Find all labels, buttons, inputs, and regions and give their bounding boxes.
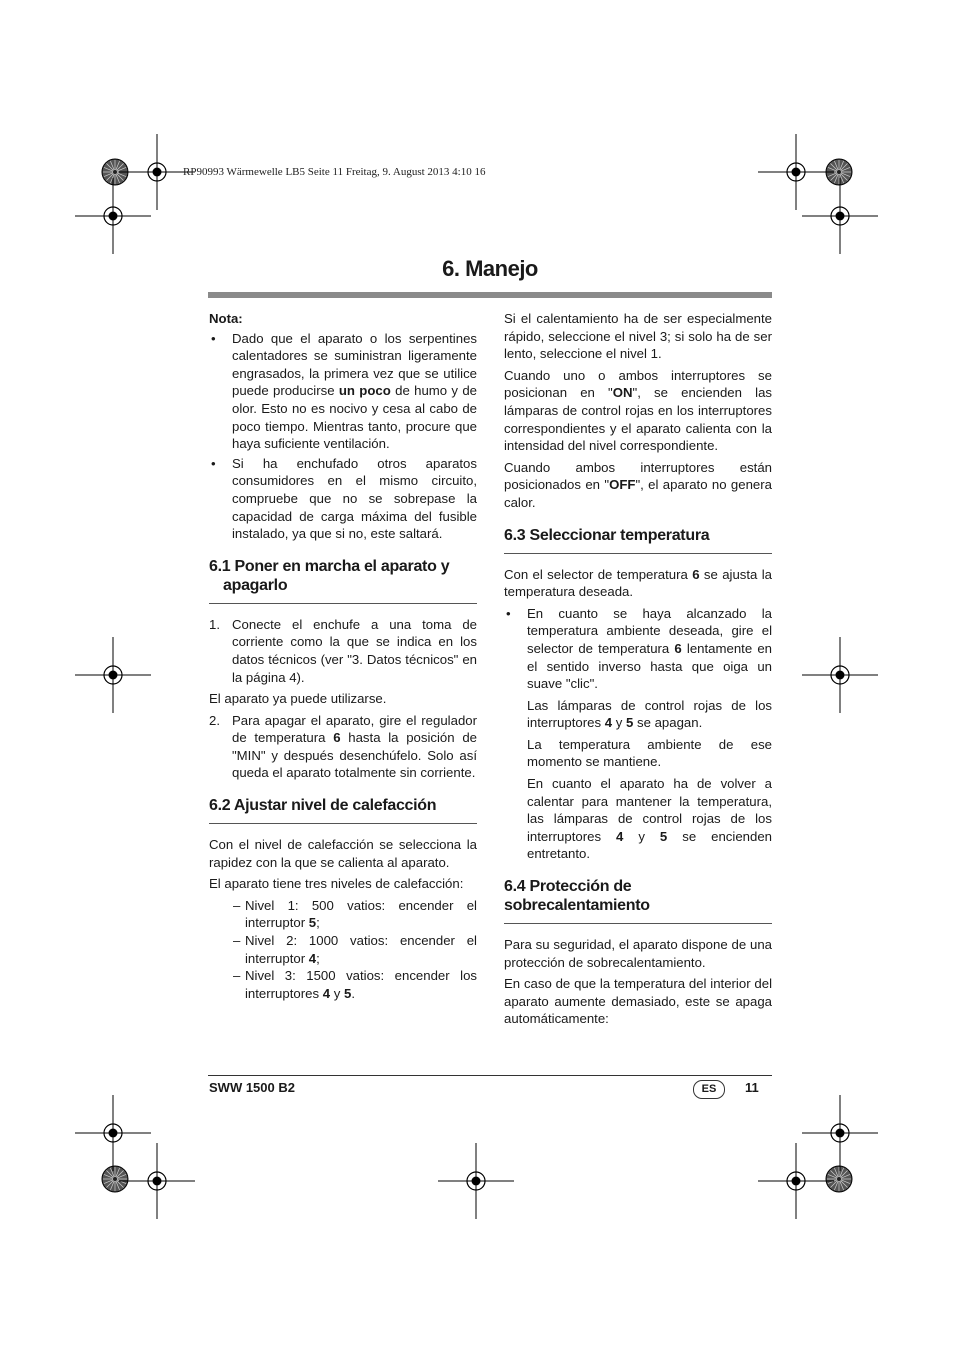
step-item: 2. Para apagar el aparato, gire el regulador de temperatura 6 hasta la posición de "MIN" y después desenchúfelo. Solo así queda el aparato totalmente sin corriente. (209, 712, 477, 781)
section-6-4-heading: 6.4 Protección de sobrecalentamiento (504, 877, 772, 924)
paragraph: Cuando ambos interruptores están posicionados en "OFF", el aparato no genera calor. (504, 459, 772, 510)
right-column (504, 310, 772, 1032)
step-item: 1. Conecte el enchufe a una toma de corriente como la que se indica en los datos técnicos (ver "3. Datos técnicos" en la página 4). (209, 616, 477, 685)
section-6-2-heading: 6.2 Ajustar nivel de calefacción (209, 796, 477, 824)
indented-paragraph: En cuanto el aparato ha de volver a calentar para mantener la temperatura, las lámparas de control rojas de los interruptores 4 y 5 se encienden entretanto. (527, 776, 772, 862)
section-6-3-heading: 6.3 Seleccionar temperatura (504, 526, 772, 554)
paragraph: El aparato tiene tres niveles de calefacción: (209, 876, 464, 892)
page-title: 6. Manejo (442, 256, 538, 281)
language-badge: ES (693, 1080, 725, 1099)
ready-text: El aparato ya puede utilizarse. (209, 691, 387, 707)
steps-list (209, 712, 477, 782)
section-6-1-heading: 6.1 Poner en marcha el aparato y apagarlo (209, 557, 477, 604)
indented-paragraph: La temperatura ambiente de ese momento se mantiene. (527, 736, 772, 770)
levels-list (209, 897, 477, 1003)
level-item: – Nivel 1: 500 vatios: encender el interruptor 5; (223, 897, 477, 932)
note-label: Nota: (209, 311, 243, 326)
bullet-item: • En cuanto se haya alcanzado la temperatura ambiente deseada, gire el selector de temperatura 6 lentamente en el sentido inverso hasta que oiga un suave "clic". (504, 605, 772, 693)
footer-model: SWW 1500 B2 (209, 1080, 295, 1095)
level-item: – Nivel 2: 1000 vatios: encender el interruptor 4; (223, 932, 477, 967)
print-slug: RP90993 Wärmewelle LB5 Seite 11 Freitag, 9. August 2013 4:10 16 (183, 166, 486, 178)
footer-rule (208, 1075, 772, 1076)
level-item: – Nivel 3: 1500 vatios: encender los interruptores 4 y 5. (223, 967, 477, 1002)
page-number: 11 (745, 1080, 759, 1095)
paragraph: Si el calentamiento ha de ser especialmente rápido, seleccione el nivel 3; si solo ha de ser lento, seleccione el nivel 1. (504, 311, 772, 362)
paragraph: Para su seguridad, el aparato dispone de una protección de sobrecalentamiento. (504, 937, 772, 970)
steps-list (209, 616, 477, 686)
paragraph: Con el selector de temperatura 6 se ajusta la temperatura deseada. (504, 566, 773, 600)
left-column (209, 310, 477, 1006)
paragraph: Cuando uno o ambos interruptores se posicionan en "ON", se encienden las lámparas de control rojas en los interruptores correspondientes y el aparato calienta con la intensidad del nivel correspondiente. (504, 367, 772, 454)
paragraph: Con el nivel de calefacción se selecciona la rapidez con la que se calienta al aparato. (209, 837, 477, 870)
paragraph: En caso de que la temperatura del interior del aparato aumente demasiado, este se apaga automáticamente: (504, 976, 772, 1027)
note-item: • Si ha enchufado otros aparatos consumidores en el mismo circuito, compruebe que no se sobrepase la capacidad de carga máxima del fusible instalado, ya que si no, este saltará. (209, 455, 477, 543)
note-item: • Dado que el aparato o los serpentines calentadores se suministran ligeramente engrasados, la primera vez que se utilice puede producirse un poco de humo y de olor. Esto no es nocivo y cesa al cabo de poco tiempo. Mientras tanto, procure que haya suficiente ventilación. (209, 330, 477, 453)
indented-paragraph: Las lámparas de control rojas de los interruptores 4 y 5 se apagan. (527, 697, 772, 731)
note-list (209, 330, 477, 543)
bullet-list (504, 605, 772, 693)
title-rule (208, 292, 772, 298)
